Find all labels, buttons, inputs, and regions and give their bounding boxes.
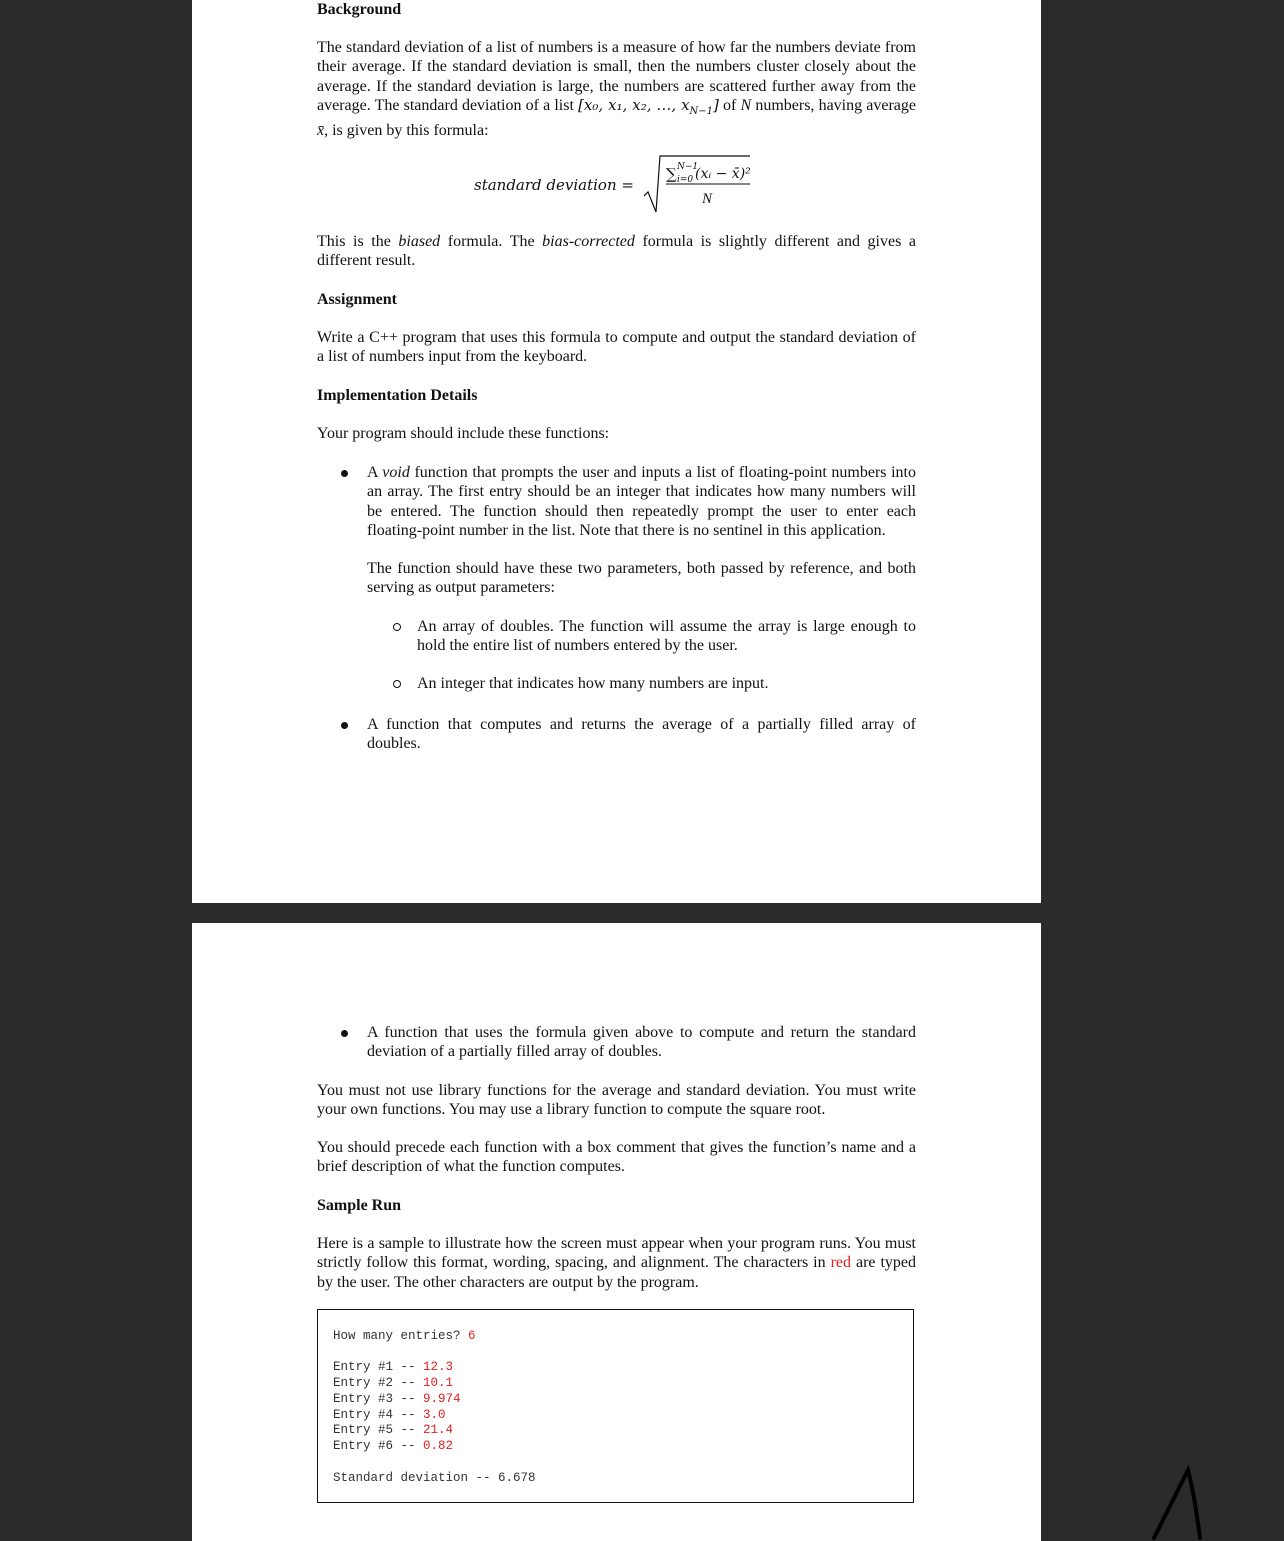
console-prompt-line: How many entries? 6 bbox=[333, 1329, 476, 1343]
implementation-intro: Your program should include these functions: bbox=[317, 425, 610, 442]
sub-item-array: An array of doubles. The function will assume the array is large enough to hold the entire list of numbers entered by the user. bbox=[367, 617, 916, 656]
assignment-paragraph: Write a C++ program that uses this formula to compute and output the standard deviation of a list of numbers input from the keyboard. bbox=[317, 329, 916, 366]
formula-sum-upper: N−1 bbox=[677, 162, 699, 172]
console-result-line: Standard deviation -- 6.678 bbox=[333, 1471, 536, 1485]
parameters-paragraph: The function should have these two parameters, both passed by reference, and both serving as output parameters: bbox=[367, 560, 916, 597]
standard-deviation-formula bbox=[317, 152, 916, 222]
box-comment-paragraph: You should precede each function with a box comment that gives the function’s name and a brief description of what the function computes. bbox=[317, 1139, 916, 1176]
background-paragraph: The standard deviation of a list of numbers is a measure of how far the numbers deviate from their average. If the standard deviation is small, then the numbers cluster closely about the average. If the standard deviation is large, the numbers are scattered further away from the average. The standard deviation of a list [x₀, x₁, x₂, …, $x_{N-1}$] of N numbers, having average x̄, is given by this formula: bbox=[317, 39, 917, 140]
document-page-1 bbox=[192, 0, 1041, 903]
console-entry-line: Entry #1 -- 12.3 bbox=[333, 1360, 454, 1374]
background-heading: Background bbox=[317, 1, 402, 18]
assignment-heading: Assignment bbox=[317, 291, 398, 308]
formula-radical bbox=[644, 152, 784, 216]
console-entry-line: Entry #3 -- 9.974 bbox=[333, 1392, 461, 1406]
circle-bullet-icon bbox=[393, 623, 401, 631]
biased-note: This is the biased formula. The bias-corrected formula is slightly different and gives a different result. bbox=[317, 233, 917, 270]
sample-run-heading: Sample Run bbox=[317, 1197, 402, 1214]
library-paragraph: You must not use library functions for the average and standard deviation. You must write your own functions. You may use a library function to compute the square root. bbox=[317, 1082, 916, 1119]
circle-bullet-icon bbox=[393, 680, 401, 688]
bullet-icon bbox=[341, 1030, 348, 1037]
formula-lhs: standard deviation = bbox=[474, 176, 634, 194]
sub-item-count: An integer that indicates how many numbers are input. bbox=[367, 674, 916, 693]
bullet-icon bbox=[341, 470, 348, 477]
implementation-heading: Implementation Details bbox=[317, 387, 478, 404]
formula-numerator: (xᵢ − x̄)² bbox=[695, 166, 751, 182]
console-entry-line: Entry #4 -- 3.0 bbox=[333, 1408, 446, 1422]
console-entry-line: Entry #2 -- 10.1 bbox=[333, 1376, 454, 1390]
bullet-stddev-function: A function that uses the formula given above to compute and return the standard deviation of a partially filled array of doubles. bbox=[317, 1023, 916, 1062]
bullet-icon bbox=[341, 722, 348, 729]
handwritten-mark bbox=[1150, 1462, 1210, 1541]
formula-denominator: N bbox=[702, 191, 713, 207]
sample-console bbox=[317, 1309, 914, 1503]
document-page-2 bbox=[192, 923, 1041, 1541]
bullet-input-function: A void function that prompts the user and inputs a list of floating-point numbers into an array. The first entry should be an integer that indicates how many numbers will be entered. The function should then repeatedly prompt the user to enter each floating-point number in the list. Note that there is no sentinel in this application. The function should have these two parameters, both passed by reference, and both serving as output parameters: An array of doubles. The function will assume the array is large enough to hold the entire list of numbers entered by the user. An integer that indicates how many numbers are input. bbox=[317, 463, 916, 694]
sample-run-paragraph: Here is a sample to illustrate how the screen must appear when your program runs. You must strictly follow this format, wording, spacing, and alignment. The characters in red are typed by the user. The other characters are output by the program. bbox=[317, 1235, 916, 1291]
formula-sum-sign: ∑ bbox=[666, 165, 677, 183]
bullet-average-function: A function that computes and returns the average of a partially filled array of doubles. bbox=[317, 715, 916, 754]
console-entry-line: Entry #6 -- 0.82 bbox=[333, 1439, 454, 1453]
formula-sum-lower: i=0 bbox=[677, 175, 694, 185]
console-entry-line: Entry #5 -- 21.4 bbox=[333, 1423, 454, 1437]
